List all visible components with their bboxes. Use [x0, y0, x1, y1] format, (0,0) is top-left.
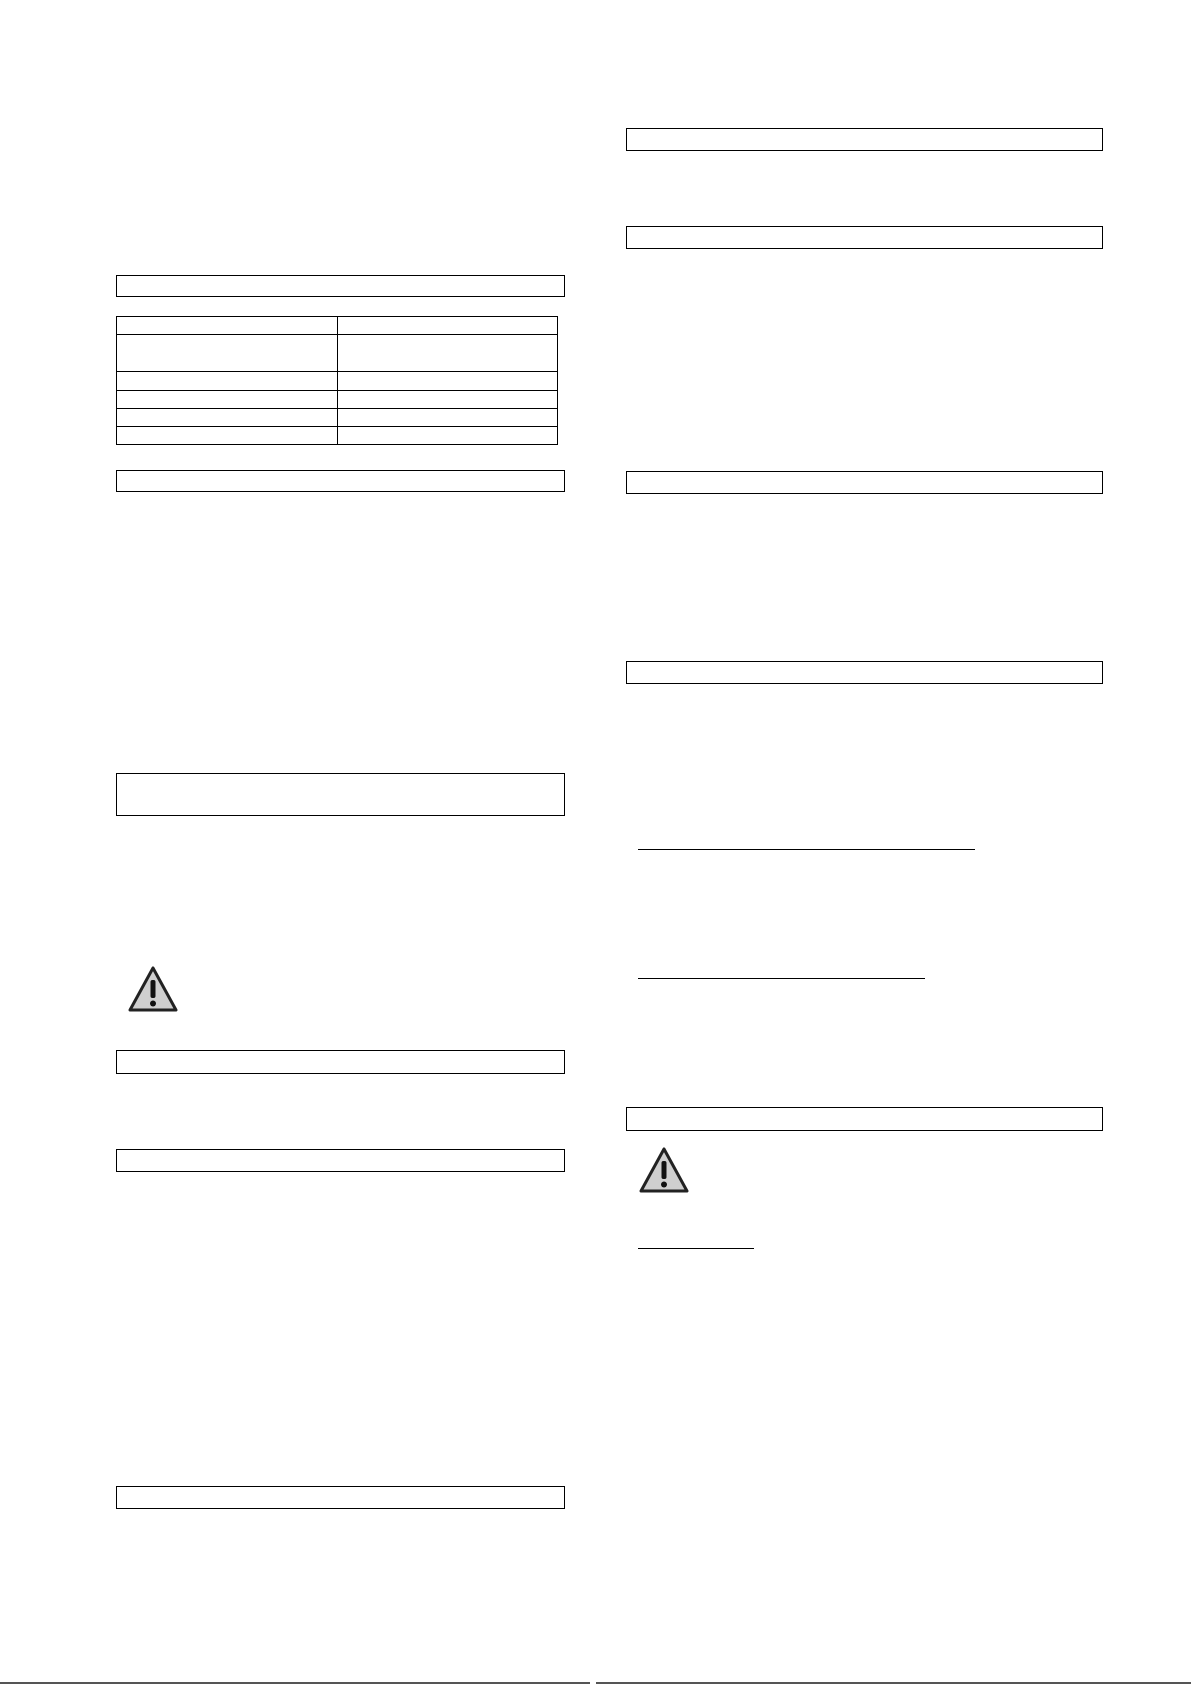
table-row [117, 372, 558, 391]
table-cell [117, 409, 338, 427]
section-header-box [116, 1050, 565, 1074]
table-cell [338, 335, 558, 372]
table-row [117, 335, 558, 372]
underline-rule [638, 978, 925, 979]
section-header-box [116, 1149, 565, 1172]
table-cell [338, 427, 558, 445]
table-cell [117, 372, 338, 391]
section-header-box [116, 470, 565, 492]
table-row [117, 427, 558, 445]
underline-rule [638, 849, 975, 850]
section-header-box [626, 226, 1103, 249]
table-cell [338, 372, 558, 391]
spec-table [116, 316, 558, 445]
underline-rule [638, 1248, 754, 1249]
table-cell [117, 427, 338, 445]
warning-triangle-icon [127, 965, 179, 1013]
page-bottom-rule-gap [590, 1680, 596, 1685]
table-row [117, 317, 558, 335]
table-row [117, 391, 558, 409]
table-cell [338, 409, 558, 427]
table-cell [338, 317, 558, 335]
section-header-box [626, 128, 1103, 151]
section-header-box [626, 1107, 1103, 1131]
section-header-box [626, 661, 1103, 684]
table-cell [338, 391, 558, 409]
warning-triangle-icon [638, 1146, 690, 1194]
section-header-box [116, 1486, 565, 1509]
section-header-box [626, 471, 1103, 494]
table-row [117, 409, 558, 427]
table-cell [117, 317, 338, 335]
section-header-box-tall [116, 773, 565, 816]
table-cell [117, 335, 338, 372]
section-header-box [116, 275, 565, 297]
table-cell [117, 391, 338, 409]
